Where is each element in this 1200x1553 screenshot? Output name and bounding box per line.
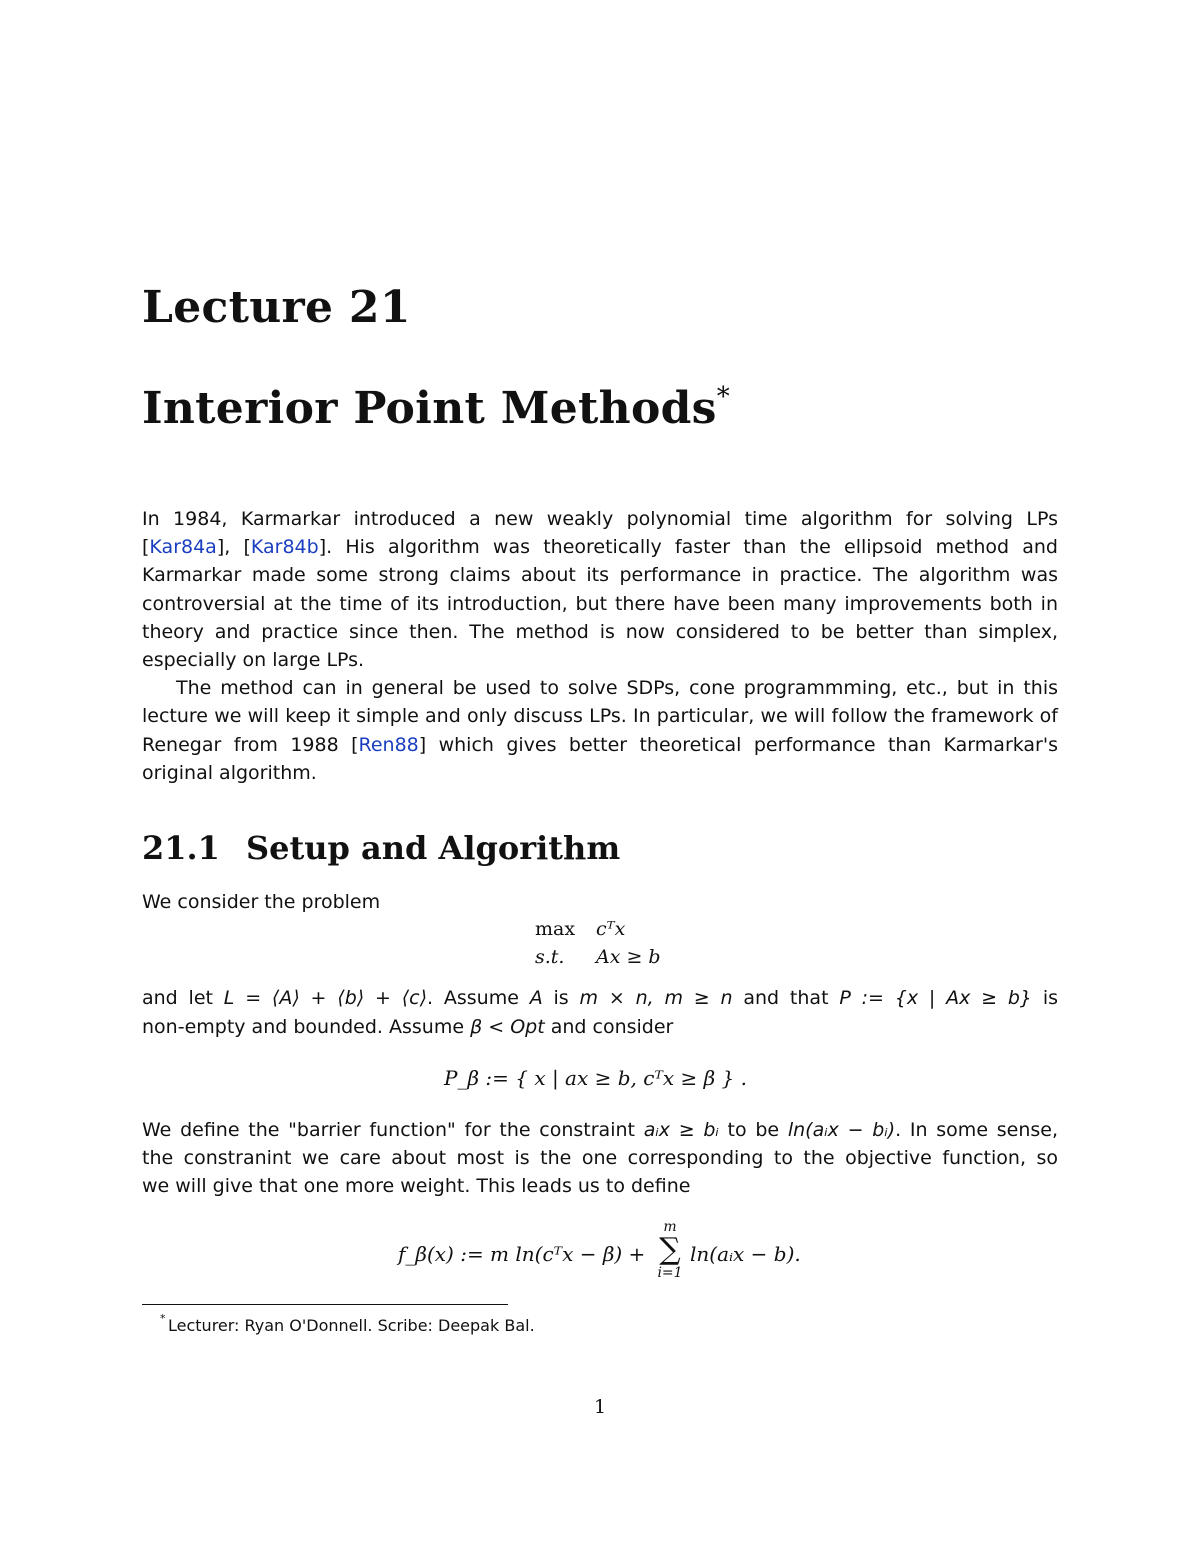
let-line-1: and let L = ⟨A⟩ + ⟨b⟩ + ⟨c⟩. Assume A is m × n, m ≥ n and that P := {x | Ax ≥ b} is xyxy=(142,987,1059,1009)
intro-paragraph-2: The method can in general be used to solve SDPs, cone programmming, etc., but in this lecture we will keep it simple and only discuss LPs. In particular, we will follow the framework of Renegar from 1988 [Ren88] which gives better theoretical performance than Karmarkar's original algorithm. xyxy=(142,677,1058,784)
f-beta-lhs: f_β(x) := m ln(cᵀx − β) + xyxy=(398,1242,646,1266)
section-number: 21.1 xyxy=(142,829,220,867)
footnote xyxy=(160,1312,535,1335)
barrier-line-2: the constranint we care about most is the one corresponding to the objective function, so xyxy=(142,1147,1058,1170)
p-beta-equation: P_β := { x | ax ≥ b, cᵀx ≥ β } . xyxy=(444,1066,747,1090)
lp-objective: cᵀx xyxy=(596,918,626,940)
let-line-2: non-empty and bounded. Assume β < Opt and consider xyxy=(142,1016,674,1038)
footnote-text: Lecturer: Ryan O'Donnell. Scribe: Deepak Bal. xyxy=(168,1316,535,1335)
citation-kar84b[interactable]: Kar84b xyxy=(250,536,319,559)
f-beta-rhs: ln(aᵢx − b). xyxy=(690,1242,801,1266)
barrier-paragraph xyxy=(142,1116,1058,1201)
sum-lower-limit: i=1 xyxy=(657,1265,683,1281)
intro-paragraph-1: In 1984, Karmarkar introduced a new weakly polynomial time algorithm for solving LPs [Kar84a], [Kar84b]. His algorithm was theoretically faster than the ellipsoid method and Karmarkar made some strong claims about its performance in practice. The algorithm was controversial at the time of its introduction, but there have been many improvements both in theory and practice since then. The method is now considered to be better than simplex, especially on large LPs. xyxy=(142,508,1058,672)
chapter-title xyxy=(142,382,731,434)
title-footnote-mark: * xyxy=(716,382,731,412)
footnote-mark: * xyxy=(160,1312,166,1325)
sum-symbol: ∑ xyxy=(659,1232,681,1267)
barrier-line-3: we will give that one more weight. This leads us to define xyxy=(142,1175,691,1198)
section-title: Setup and Algorithm xyxy=(246,829,621,867)
sum-upper-limit: m xyxy=(663,1219,677,1235)
let-paragraph xyxy=(142,984,1058,1012)
lp-max-label: max xyxy=(535,918,576,940)
section-heading xyxy=(142,829,621,867)
lp-st-label: s.t. xyxy=(535,946,565,968)
intro-text xyxy=(142,505,1058,787)
citation-kar84a[interactable]: Kar84a xyxy=(149,536,217,559)
summation xyxy=(650,1220,690,1280)
citation-ren88[interactable]: Ren88 xyxy=(358,733,419,756)
consider-line: We consider the problem xyxy=(142,891,381,913)
page-number: 1 xyxy=(593,1396,607,1418)
chapter-title-text: Interior Point Methods xyxy=(142,383,717,434)
lecture-label: Lecture 21 xyxy=(142,282,411,333)
footnote-rule xyxy=(142,1304,508,1305)
lp-constraint: Ax ≥ b xyxy=(596,946,661,968)
barrier-line-1: We define the "barrier function" for the constraint aᵢx ≥ bᵢ to be ln(aᵢx − bᵢ). In some sense, xyxy=(142,1119,1058,1141)
